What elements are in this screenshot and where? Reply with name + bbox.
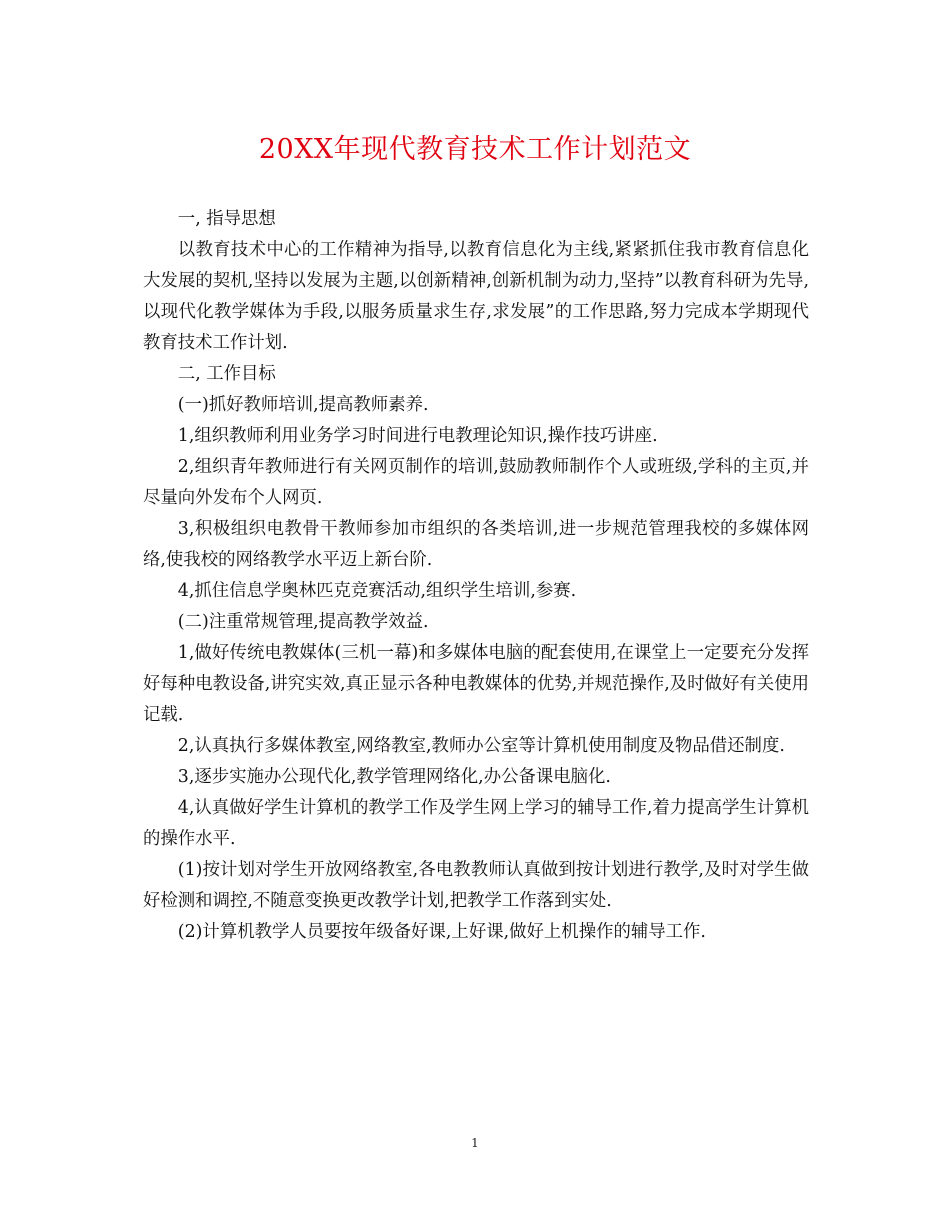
list-item: 4,认真做好学生计算机的教学工作及学生网上学习的辅导工作,着力提高学生计算机的操作水平.	[143, 798, 809, 849]
list-item: 2,组织青年教师进行有关网页制作的培训,鼓励教师制作个人或班级,学科的主页,并尽量向外发布个人网页.	[143, 457, 809, 508]
page-number: 1	[471, 1136, 479, 1150]
list-item: 1,组织教师利用业务学习时间进行电教理论知识,操作技巧讲座.	[177, 426, 658, 446]
list-item: 3,积极组织电教骨干教师参加市组织的各类培训,进一步规范管理我校的多媒体网络,使我校的网络教学水平迈上新台阶.	[143, 519, 809, 570]
list-item: 4,抓住信息学奥林匹克竞赛活动,组织学生培训,参赛.	[177, 581, 577, 601]
section-heading: 二, 工作目标	[177, 364, 276, 384]
sub-list-item: (1)按计划对学生开放网络教室,各电教教师认真做到按计划进行教学,及时对学生做好检测和调控,不随意变换更改教学计划,把教学工作落到实处.	[143, 860, 809, 911]
subsection-heading: (二)注重常规管理,提高教学效益.	[177, 612, 429, 632]
section-heading: 一, 指导思想	[177, 209, 276, 229]
list-item: 3,逐步实施办公现代化,教学管理网络化,办公备课电脑化.	[177, 767, 611, 787]
sub-list-item: (2)计算机教学人员要按年级备好课,上好课,做好上机操作的辅导工作.	[177, 922, 706, 942]
document-title: 20XX年现代教育技术工作计划范文	[258, 134, 692, 165]
document-body	[143, 204, 809, 948]
paragraph: 以教育技术中心的工作精神为指导,以教育信息化为主线,紧紧抓住我市教育信息化大发展的契机,坚持以发展为主题,以创新精神,创新机制为动力,坚持”以教育科研为先导,以现代化教学媒体为手段,以服务质量求生存,求发展”的工作思路,努力完成本学期现代教育技术工作计划.	[143, 240, 809, 353]
subsection-heading: (一)抓好教师培训,提高教师素养.	[177, 395, 429, 415]
list-item: 2,认真执行多媒体教室,网络教室,教师办公室等计算机使用制度及物品借还制度.	[177, 736, 785, 756]
list-item: 1,做好传统电教媒体(三机一幕)和多媒体电脑的配套使用,在课堂上一定要充分发挥好每种电教设备,讲究实效,真正显示各种电教媒体的优势,并规范操作,及时做好有关使用记载.	[143, 643, 809, 725]
